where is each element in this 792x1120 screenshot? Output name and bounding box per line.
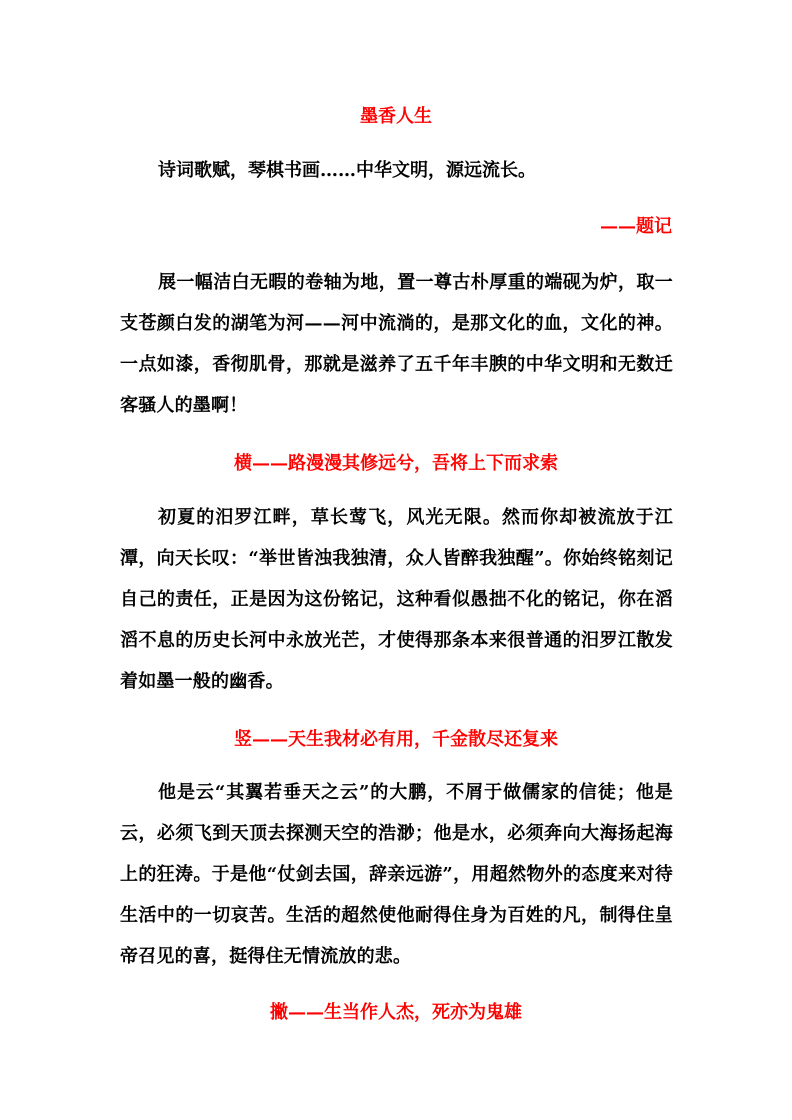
epigraph: 诗词歌赋，琴棋书画……中华文明，源远流长。 [158, 160, 536, 181]
document-title: 墨香人生 [360, 106, 432, 127]
section-heading-pie: 撇——生当作人杰，死亦为鬼雄 [270, 1002, 522, 1023]
section-heading-shu: 竖——天生我材必有用，千金散尽还复来 [234, 729, 558, 750]
section-heading-heng: 横——路漫漫其修远兮，吾将上下而求索 [234, 453, 558, 474]
paragraph-intro: 展一幅洁白无暇的卷轴为地，置一尊古朴厚重的端砚为炉，取一支苍颜白发的湖笔为河——河中流淌的，是那文化的血，文化的神。一点如漆，香彻肌骨，那就是滋养了五千年丰腴的中华文明和无数迁客骚人的墨啊！ [120, 272, 673, 416]
paragraph-li-bai: 他是云“其翼若垂天之云”的大鹏，不屑于做儒家的信徒；他是云，必须飞到天顶去探测天空的浩渺；他是水，必须奔向大海扬起海上的狂涛。于是他“仗剑去国，辞亲远游”，用超然物外的态度来对待生活中的一切哀苦。生活的超然使他耐得住身为百姓的凡，制得住皇帝召见的喜，挺得住无情流放的悲。 [120, 782, 673, 967]
paragraph-qu-yuan: 初夏的汨罗江畔，草长莺飞，风光无限。然而你却被流放于江潭，向天长叹：“举世皆浊我独清，众人皆醉我独醒”。你始终铭刻记自己的责任，正是因为这份铭记，这种看似愚拙不化的铭记，你在滔滔不息的历史长河中永放光芒，才使得那条本来很普通的汨罗江散发着如墨一般的幽香。 [120, 507, 673, 692]
epigraph-attribution: ——题记 [600, 216, 672, 237]
